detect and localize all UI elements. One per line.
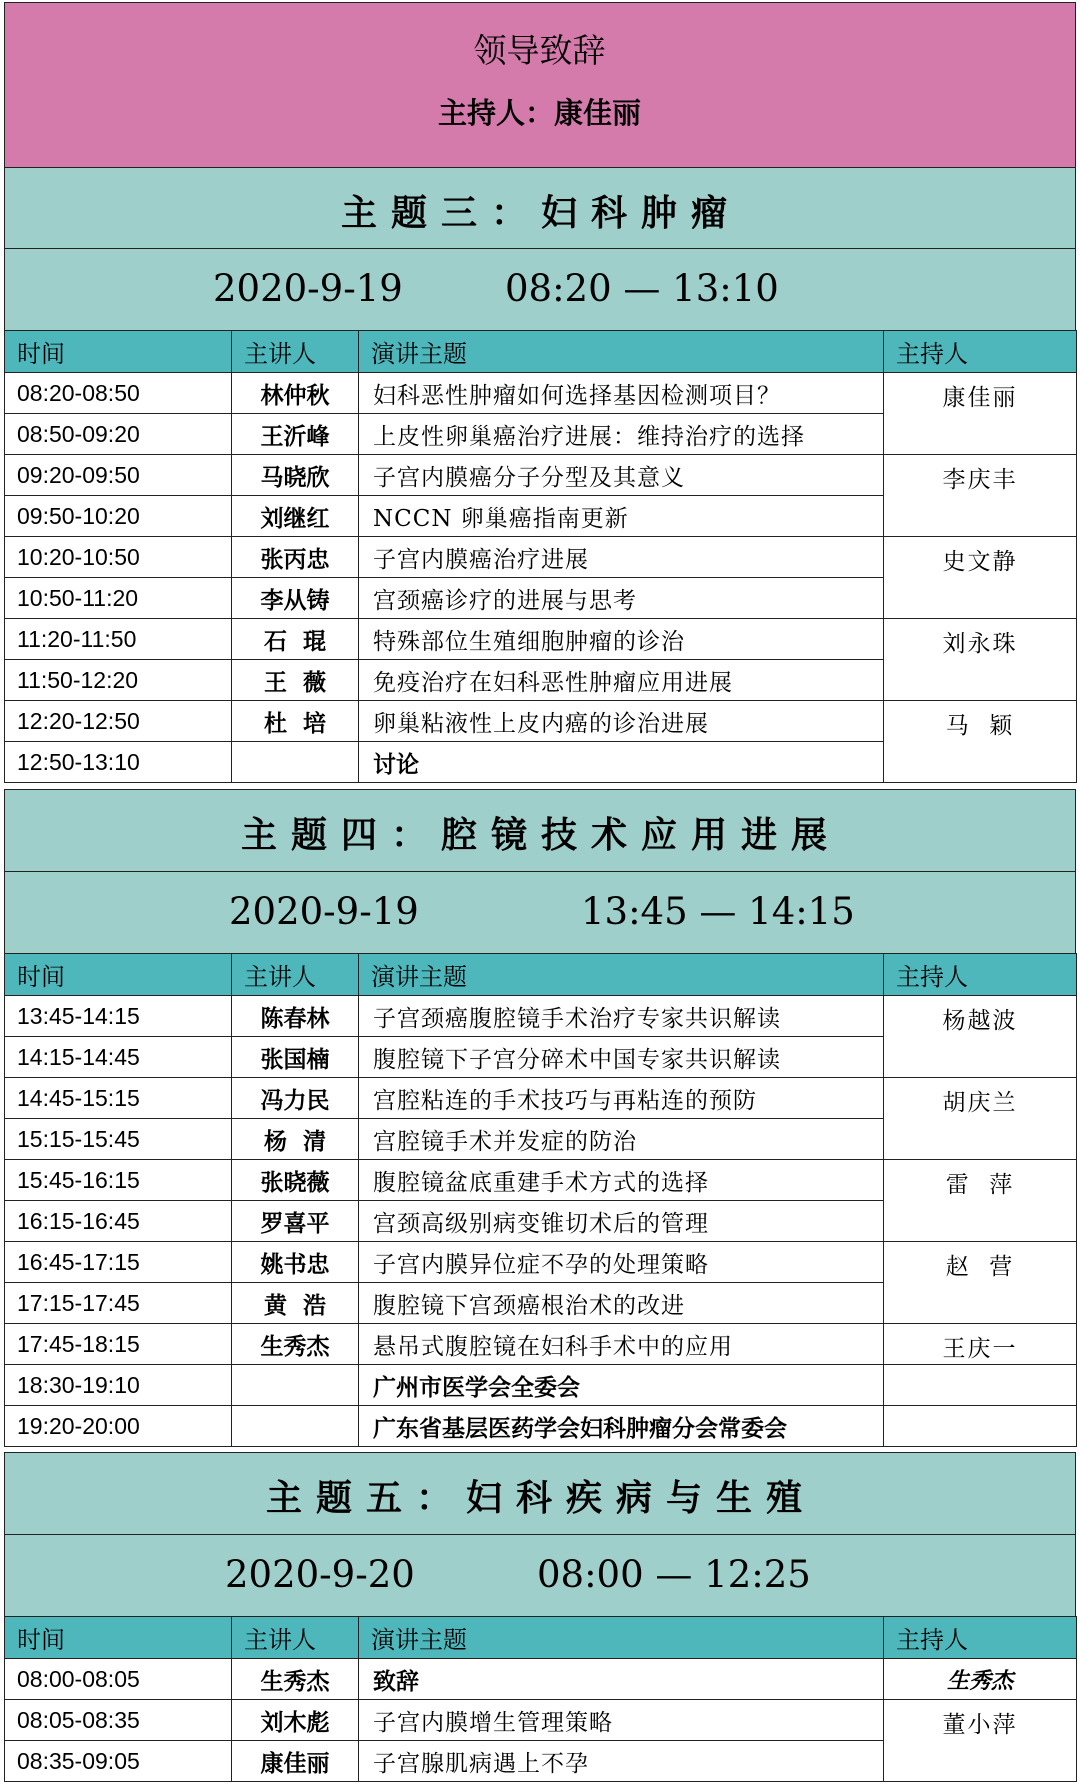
row-topic: 子宫内膜癌分子分型及其意义 [359, 455, 884, 496]
table-row [5, 996, 1077, 1037]
row-topic: 宫腔粘连的手术技巧与再粘连的预防 [359, 1078, 884, 1119]
row-time: 14:15-14:45 [5, 1037, 232, 1078]
table-row [5, 1078, 1077, 1119]
row-speaker: 罗喜平 [232, 1201, 359, 1242]
row-topic: 宫颈癌诊疗的进展与思考 [359, 578, 884, 619]
theme-banner [4, 167, 1076, 249]
row-topic: 子宫内膜癌治疗进展 [359, 537, 884, 578]
row-host: 杨越波 [884, 996, 1077, 1078]
row-topic: 卵巢粘液性上皮内癌的诊治进展 [359, 701, 884, 742]
session-time-range: 08:00 — 12:25 [537, 1553, 811, 1596]
table-row [5, 1242, 1077, 1283]
row-speaker: 杜 培 [232, 701, 359, 742]
table-row [5, 537, 1077, 578]
opening-section [4, 2, 1076, 168]
row-speaker: 李从铸 [232, 578, 359, 619]
row-time: 14:45-15:15 [5, 1078, 232, 1119]
row-time: 18:30-19:10 [5, 1365, 232, 1406]
col-time-header: 时间 [5, 331, 232, 373]
row-speaker: 张国楠 [232, 1037, 359, 1078]
row-speaker: 姚书忠 [232, 1242, 359, 1283]
schedule-table [4, 953, 1077, 1447]
table-row [5, 1700, 1077, 1741]
row-topic: 悬吊式腹腔镜在妇科手术中的应用 [359, 1324, 884, 1365]
row-speaker: 冯力民 [232, 1078, 359, 1119]
row-speaker: 黄 浩 [232, 1283, 359, 1324]
table-row [5, 1160, 1077, 1201]
row-time: 15:45-16:15 [5, 1160, 232, 1201]
row-speaker: 马晓欣 [232, 455, 359, 496]
row-time: 08:50-09:20 [5, 414, 232, 455]
row-time: 16:45-17:15 [5, 1242, 232, 1283]
row-topic: 免疫治疗在妇科恶性肿瘤应用进展 [359, 660, 884, 701]
row-topic: 上皮性卵巢癌治疗进展：维持治疗的选择 [359, 414, 884, 455]
theme-title: 主题五：妇科疾病与生殖 [265, 1477, 816, 1519]
row-speaker: 康佳丽 [232, 1741, 359, 1782]
row-host: 赵 营 [884, 1242, 1077, 1324]
table-header [5, 1617, 1077, 1659]
row-host: 董小萍 [884, 1700, 1077, 1782]
table-header [5, 954, 1077, 996]
col-speaker-header: 主讲人 [232, 331, 359, 373]
opening-host: 主持人：康佳丽 [437, 96, 641, 130]
row-time: 19:20-20:00 [5, 1406, 232, 1447]
row-time: 10:50-11:20 [5, 578, 232, 619]
col-topic-header: 演讲主题 [359, 954, 884, 996]
row-host: 王庆一 [884, 1324, 1077, 1365]
table-row [5, 455, 1077, 496]
table-row [5, 619, 1077, 660]
row-time: 11:20-11:50 [5, 619, 232, 660]
row-speaker: 王沂峰 [232, 414, 359, 455]
row-time: 10:20-10:50 [5, 537, 232, 578]
session-time-range: 13:45 — 14:15 [581, 890, 855, 933]
row-time: 17:45-18:15 [5, 1324, 232, 1365]
row-speaker: 杨 清 [232, 1119, 359, 1160]
row-topic: 特殊部位生殖细胞肿瘤的诊治 [359, 619, 884, 660]
row-time: 13:45-14:15 [5, 996, 232, 1037]
row-topic: 子宫内膜异位症不孕的处理策略 [359, 1242, 884, 1283]
row-speaker [232, 1406, 359, 1447]
row-speaker: 石 琨 [232, 619, 359, 660]
schedule-table [4, 330, 1077, 783]
row-speaker: 生秀杰 [232, 1659, 359, 1700]
row-time: 08:35-09:05 [5, 1741, 232, 1782]
row-topic: 妇科恶性肿瘤如何选择基因检测项目？ [359, 373, 884, 414]
row-topic: 致辞 [359, 1659, 884, 1700]
session-date: 2020-9-19 [229, 890, 419, 933]
row-host: 雷 萍 [884, 1160, 1077, 1242]
table-row [5, 701, 1077, 742]
table-row [5, 1324, 1077, 1365]
row-host: 刘永珠 [884, 619, 1077, 701]
col-speaker-header: 主讲人 [232, 954, 359, 996]
col-time-header: 时间 [5, 1617, 232, 1659]
row-speaker: 张晓薇 [232, 1160, 359, 1201]
row-time: 12:50-13:10 [5, 742, 232, 783]
theme-title: 主题四：腔镜技术应用进展 [240, 814, 841, 856]
row-time: 08:05-08:35 [5, 1700, 232, 1741]
schedule-table [4, 1616, 1077, 1782]
row-speaker: 王 薇 [232, 660, 359, 701]
row-topic: 宫颈高级别病变锥切术后的管理 [359, 1201, 884, 1242]
row-topic: 广州市医学会全委会 [359, 1365, 884, 1406]
theme-banner [4, 1452, 1076, 1535]
row-host: 胡庆兰 [884, 1078, 1077, 1160]
table-row [5, 373, 1077, 414]
row-time: 16:15-16:45 [5, 1201, 232, 1242]
opening-title: 领导致辞 [473, 31, 606, 70]
row-host: 李庆丰 [884, 455, 1077, 537]
date-banner [4, 1534, 1076, 1617]
row-time: 09:20-09:50 [5, 455, 232, 496]
col-speaker-header: 主讲人 [232, 1617, 359, 1659]
table-row [5, 1659, 1077, 1700]
row-host-empty [884, 1365, 1077, 1406]
col-host-header: 主持人 [884, 954, 1077, 996]
row-speaker: 刘木彪 [232, 1700, 359, 1741]
row-topic: 子宫腺肌病遇上不孕 [359, 1741, 884, 1782]
row-speaker: 生秀杰 [232, 1324, 359, 1365]
row-topic: 宫腔镜手术并发症的防治 [359, 1119, 884, 1160]
col-time-header: 时间 [5, 954, 232, 996]
row-time: 17:15-17:45 [5, 1283, 232, 1324]
row-host: 康佳丽 [884, 373, 1077, 455]
table-row [5, 1406, 1077, 1447]
row-time: 08:20-08:50 [5, 373, 232, 414]
col-topic-header: 演讲主题 [359, 331, 884, 373]
theme-banner [4, 789, 1076, 872]
session-date: 2020-9-19 [213, 267, 403, 310]
col-host-header: 主持人 [884, 331, 1077, 373]
date-banner [4, 871, 1076, 954]
row-time: 09:50-10:20 [5, 496, 232, 537]
table-header [5, 331, 1077, 373]
row-time: 15:15-15:45 [5, 1119, 232, 1160]
row-host-empty [884, 1406, 1077, 1447]
row-speaker: 陈春林 [232, 996, 359, 1037]
session-date: 2020-9-20 [225, 1553, 415, 1596]
row-topic: 子宫内膜增生管理策略 [359, 1700, 884, 1741]
table-row [5, 1365, 1077, 1406]
row-topic: 腹腔镜下宫颈癌根治术的改进 [359, 1283, 884, 1324]
row-host: 史文静 [884, 537, 1077, 619]
row-topic: 腹腔镜盆底重建手术方式的选择 [359, 1160, 884, 1201]
session-time-range: 08:20 — 13:10 [505, 267, 779, 310]
row-speaker: 刘继红 [232, 496, 359, 537]
row-topic: 讨论 [359, 742, 884, 783]
row-host: 马 颖 [884, 701, 1077, 783]
host-signature: 生秀杰 [884, 1659, 1077, 1700]
row-speaker [232, 1365, 359, 1406]
theme-title: 主题三：妇科肿瘤 [340, 192, 741, 234]
row-time: 12:20-12:50 [5, 701, 232, 742]
row-topic: 腹腔镜下子宫分碎术中国专家共识解读 [359, 1037, 884, 1078]
col-topic-header: 演讲主题 [359, 1617, 884, 1659]
row-topic: 子宫颈癌腹腔镜手术治疗专家共识解读 [359, 996, 884, 1037]
col-host-header: 主持人 [884, 1617, 1077, 1659]
row-time: 11:50-12:20 [5, 660, 232, 701]
row-speaker: 林仲秋 [232, 373, 359, 414]
row-topic: NCCN 卵巢癌指南更新 [359, 496, 884, 537]
row-speaker [232, 742, 359, 783]
row-topic: 广东省基层医药学会妇科肿瘤分会常委会 [359, 1406, 884, 1447]
row-time: 08:00-08:05 [5, 1659, 232, 1700]
date-banner [4, 248, 1076, 331]
row-speaker: 张丙忠 [232, 537, 359, 578]
